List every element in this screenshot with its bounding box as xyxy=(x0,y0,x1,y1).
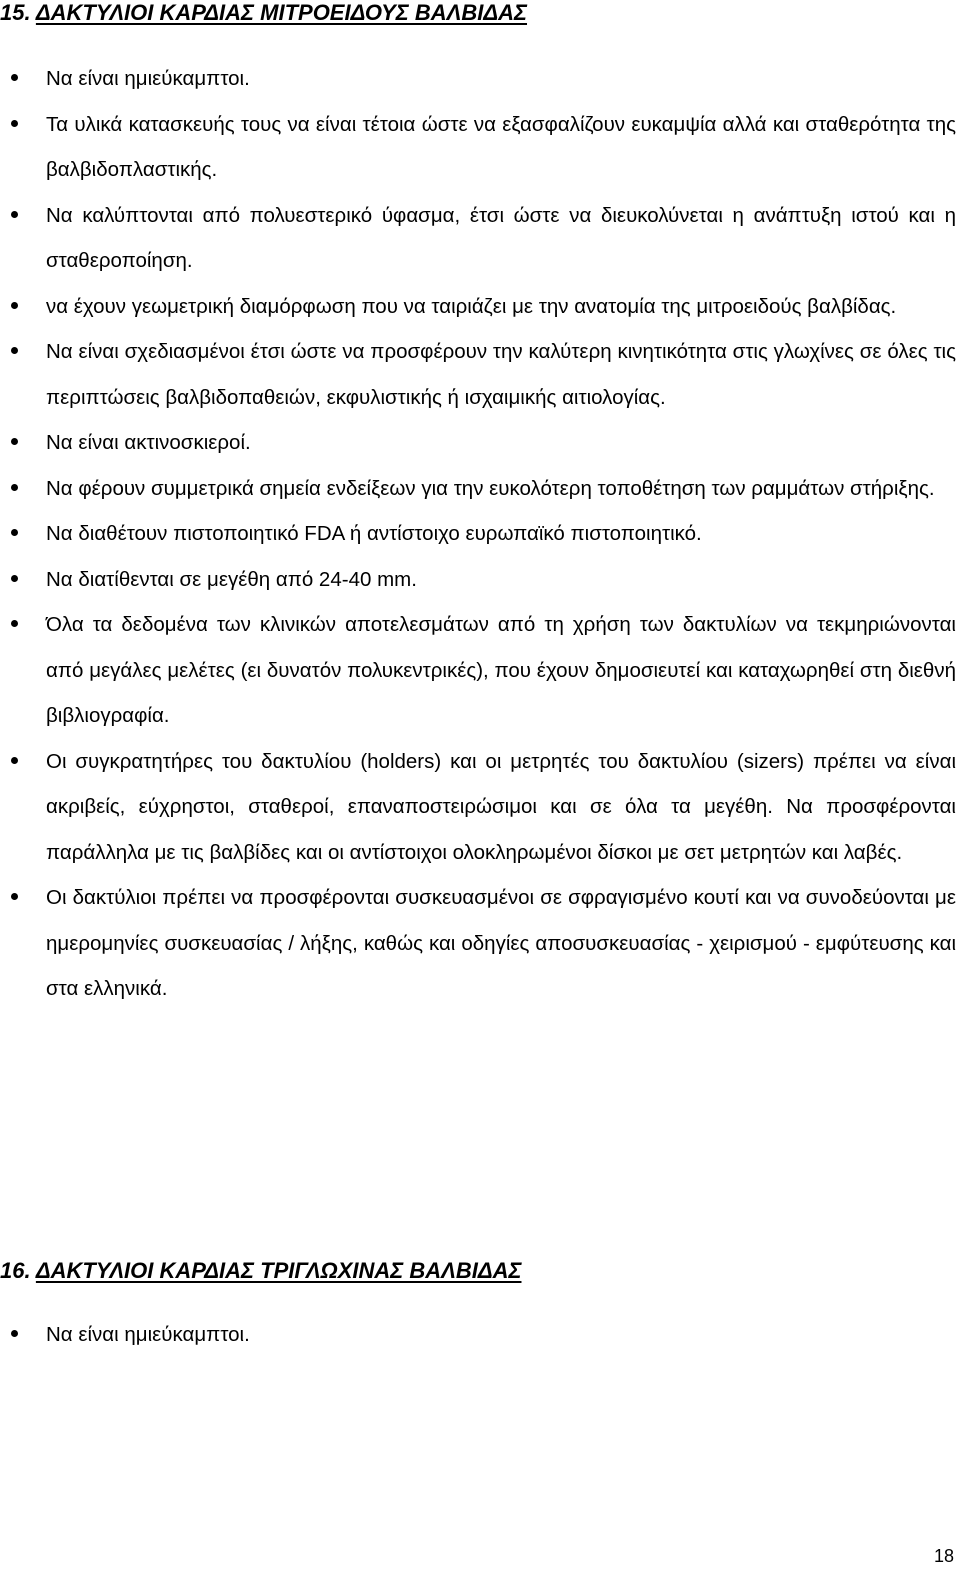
list-item xyxy=(0,1312,956,1358)
section-number: 15. xyxy=(0,0,31,25)
list-item xyxy=(0,193,956,284)
list-item-text: Τα υλικά κατασκευής τους να είναι τέτοια ώστε να εξασφαλίζουν ευκαμψία αλλά και σταθερότητα της βαλβιδοπλαστικής. xyxy=(46,112,956,181)
list-item-text: Να είναι ημιεύκαμπτοι. xyxy=(46,1323,250,1346)
bullet-icon xyxy=(11,302,18,309)
list-item xyxy=(0,739,956,876)
bullet-icon xyxy=(11,120,18,127)
list-item-text: Οι συγκρατητήρες του δακτυλίου (holders) και οι μετρητές του δακτυλίου (sizers) πρέπει να είναι ακριβείς, εύχρηστοι, σταθεροί, επαναποστειρώσιμοι και σε όλα τα μεγέθη. Να προσφέρονται παράλληλα με τις βαλβίδες και οι αντίστοιχοι ολοκληρωμένοι δίσκοι με σετ μετρητών και λαβές. xyxy=(46,749,956,864)
page-number: 18 xyxy=(933,1546,954,1566)
list-item xyxy=(0,511,956,557)
section-number: 16. xyxy=(0,1258,31,1283)
list-item-text: Να καλύπτονται από πολυεστερικό ύφασμα, έτσι ώστε να διευκολύνεται η ανάπτυξη ιστού και η σταθεροποίηση. xyxy=(46,203,956,272)
section-title: ΔΑΚΤΥΛΙΟΙ ΚΑΡΔΙΑΣ ΜΙΤΡΟΕΙΔΟΥΣ ΒΑΛΒΙΔΑΣ xyxy=(35,0,528,25)
list-item-text: Όλα τα δεδομένα των κλινικών αποτελεσμάτων από τη χρήση των δακτυλίων να τεκμηριώνονται από μεγάλες μελέτες (ει δυνατόν πολυκεντρικές), που έχουν δημοσιευτεί και καταχωρηθεί στη διεθνή βιβλιογραφία. xyxy=(46,613,956,727)
bullet-icon xyxy=(11,211,18,218)
list-item xyxy=(0,875,956,1012)
list-item xyxy=(0,284,956,330)
bullet-icon xyxy=(11,74,18,81)
list-item-text: Να διαθέτουν πιστοποιητικό FDA ή αντίστοιχο ευρωπαϊκό πιστοποιητικό. xyxy=(46,522,702,545)
list-item xyxy=(0,602,956,739)
list-item-text: να έχουν γεωμετρική διαμόρφωση που να ταιριάζει με την ανατομία της μιτροειδούς βαλβίδας. xyxy=(46,294,897,318)
list-item xyxy=(0,56,956,102)
section-title: ΔΑΚΤΥΛΙΟΙ ΚΑΡΔΙΑΣ ΤΡΙΓΛΩΧΙΝΑΣ ΒΑΛΒΙΔΑΣ xyxy=(35,1258,522,1283)
bullet-icon xyxy=(11,620,18,627)
list-item-text: Να είναι ακτινοσκιεροί. xyxy=(46,431,251,454)
requirements-list-15 xyxy=(0,56,956,1012)
bullet-icon xyxy=(11,438,18,445)
bullet-icon xyxy=(11,529,18,536)
requirements-list-16 xyxy=(0,1312,956,1358)
list-item xyxy=(0,557,956,603)
bullet-icon xyxy=(11,575,18,582)
bullet-icon xyxy=(11,347,18,354)
list-item-text: Να είναι σχεδιασμένοι έτσι ώστε να προσφέρουν την καλύτερη κινητικότητα στις γλωχίνες σε όλες τις περιπτώσεις βαλβιδοπαθειών, εκφυλιστικής ή ισχαιμικής αιτιολογίας. xyxy=(46,340,956,409)
list-item xyxy=(0,420,956,466)
bullet-icon xyxy=(11,893,18,900)
list-item-text: Να διατίθενται σε μεγέθη από 24-40 mm. xyxy=(46,567,417,591)
list-item-text: Να φέρουν συμμετρικά σημεία ενδείξεων για την ευκολότερη τοποθέτηση των ραμμάτων στήριξης. xyxy=(46,476,935,500)
bullet-icon xyxy=(11,1330,18,1337)
list-item xyxy=(0,466,956,512)
section-heading-15 xyxy=(0,1,527,25)
list-item xyxy=(0,329,956,420)
bullet-icon xyxy=(11,757,18,764)
list-item-text: Οι δακτύλιοι πρέπει να προσφέρονται συσκευασμένοι σε σφραγισμένο κουτί και να συνοδεύονται με ημερομηνίες συσκευασίας / λήξης, καθώς και οδηγίες αποσυσκευασίας - χειρισμού - εμφύτευσης και στα ελληνικά. xyxy=(46,886,956,1000)
bullet-icon xyxy=(11,484,18,491)
section-heading-16 xyxy=(0,1259,521,1283)
list-item-text: Να είναι ημιεύκαμπτοι. xyxy=(46,67,250,90)
list-item xyxy=(0,102,956,193)
